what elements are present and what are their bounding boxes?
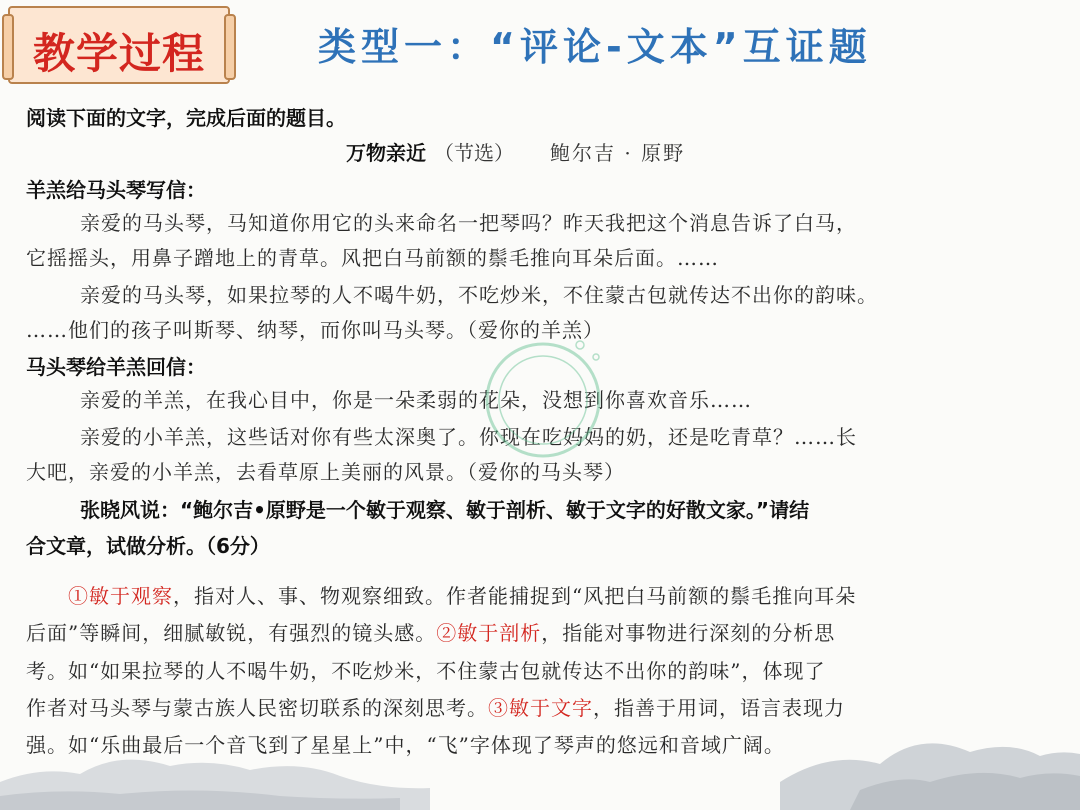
letter1-line: 亲爱的马头琴，马知道你用它的头来命名一把琴吗？昨天我把这个消息告诉了白马， [80,211,857,235]
answer-text: ，指能对事物进行深刻的分析思 [541,621,836,645]
letter2-line: 亲爱的小羊羔，这些话对你有些太深奥了。你现在吃妈妈的奶，还是吃青草？……长 [80,425,857,449]
answer-point-wording: ③敏于文字 [488,696,593,720]
answer-point-analysis: ②敏于剖析 [436,621,542,645]
answer-line [26,617,835,646]
answer-line: 强。如“乐曲最后一个音飞到了星星上”中，“飞”字体现了琴声的悠远和音域广阔。 [26,733,785,757]
answer-line [68,580,856,609]
answer-line [26,692,845,721]
essay-author: 鲍尔吉 · 原野 [550,141,686,165]
answer-text: 作者对马头琴与蒙古族人民密切联系的深刻思考。 [26,696,488,720]
answer-point-observation: ①敏于观察 [68,584,173,608]
letter2-line: 大吧，亲爱的小羊羔，去看草原上美丽的风景。（爱你的马头琴） [26,460,625,484]
answer-text: 后面”等瞬间，细腻敏锐，有强烈的镜头感。 [26,621,437,645]
watermark-stamp [478,335,608,465]
letter2-heading: 马头琴给羊羔回信： [26,355,206,379]
answer-text: ，指对人、事、物观察细致。作者能捕捉到“风把白马前额的鬃毛推向耳朵 [173,584,857,608]
essay-excerpt-note: （节选） [434,141,514,165]
slide-title: 类型一：“评论-文本”互证题 [318,25,872,69]
answer-line: 考。如“如果拉琴的人不喝牛奶，不吃炒米，不住蒙古包就传达不出你的韵味”，体现了 [26,659,826,683]
essay-title: 万物亲近 [346,141,426,165]
essay-title-line [346,137,685,166]
letter2-line: 亲爱的羊羔，在我心目中，你是一朵柔弱的花朵，没想到你喜欢音乐…… [80,388,752,412]
answer-text: ，指善于用词，语言表现力 [593,696,845,720]
question-line: 合文章，试做分析。（6分） [26,534,270,558]
letter1-line: 它摇摇头，用鼻子蹭地上的青草。风把白马前额的鬃毛推向耳朵后面。…… [26,246,719,270]
letter1-line: ……他们的孩子叫斯琴、纳琴，而你叫马头琴。（爱你的羊羔） [26,318,604,342]
question-line: 张晓风说：“鲍尔吉•原野是一个敏于观察、敏于剖析、敏于文字的好散文家。”请结 [80,498,810,522]
section-badge-label: 教学过程 [32,29,205,78]
letter1-line: 亲爱的马头琴，如果拉琴的人不喝牛奶，不吃炒米，不住蒙古包就传达不出你的韵味。 [80,283,878,307]
section-badge [8,6,230,84]
reading-instruction: 阅读下面的文字，完成后面的题目。 [26,106,346,130]
letter1-heading: 羊羔给马头琴写信： [26,178,206,202]
